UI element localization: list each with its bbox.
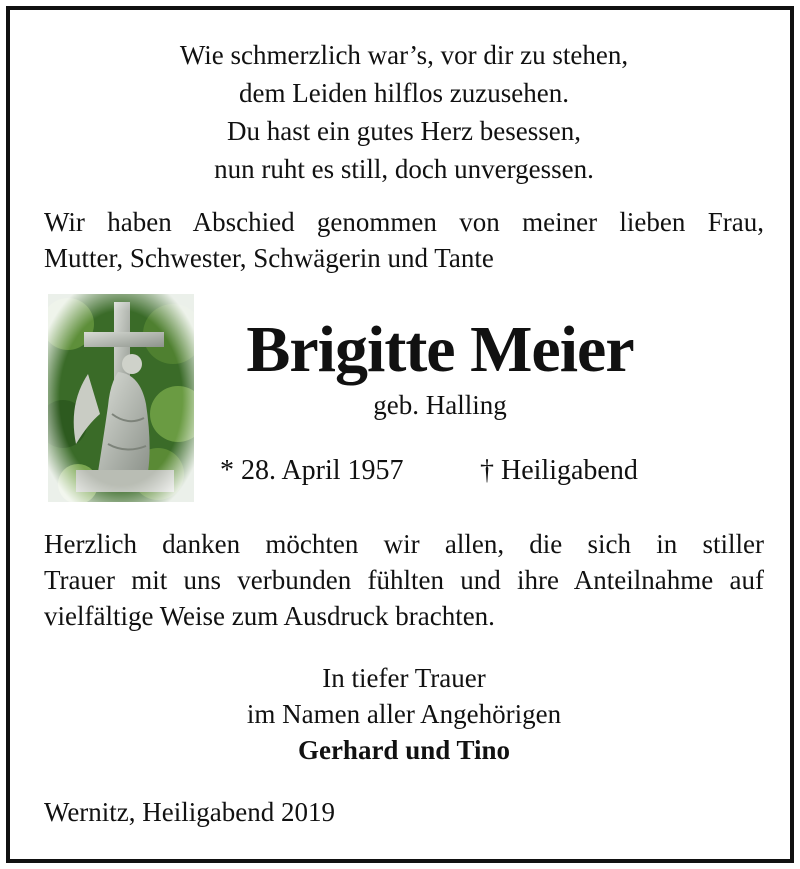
mourning-line: In tiefer Trauer: [322, 663, 486, 693]
death-date: † Heiligabend: [480, 455, 638, 486]
birth-date: * 28. April 1957: [220, 455, 404, 486]
thanks-paragraph: [44, 526, 764, 634]
farewell-intro: [44, 204, 764, 276]
thanks-line: Herzlich danken möchten wir allen, die sich in stiller: [44, 529, 764, 559]
memorial-poem: [10, 36, 798, 188]
obituary-frame: [6, 6, 794, 863]
poem-line: nun ruht es still, doch unvergessen.: [214, 154, 594, 184]
poem-line: dem Leiden hilflos zuzusehen.: [239, 78, 569, 108]
angel-with-cross-photo: [48, 294, 194, 502]
deceased-name: Brigitte Meier: [246, 313, 634, 386]
closing-block: [10, 660, 798, 768]
thanks-line: vielfältige Weise zum Ausdruck brachten.: [44, 601, 495, 631]
relatives-line: im Namen aller Angehörigen: [246, 699, 562, 729]
poem-line: Wie schmerzlich war’s, vor dir zu stehen,: [179, 40, 629, 70]
thanks-line: Trauer mit uns verbunden fühlten und ihre Anteilnahme auf: [44, 565, 764, 595]
angel-statue-image: [48, 294, 194, 502]
place-date: Wernitz, Heiligabend 2019: [44, 797, 335, 827]
intro-line: Wir haben Abschied genommen von meiner lieben Frau,: [44, 207, 764, 237]
intro-line: Mutter, Schwester, Schwägerin und Tante: [44, 243, 494, 273]
poem-line: Du hast ein gutes Herz besessen,: [227, 116, 581, 146]
maiden-name: geb. Halling: [373, 390, 507, 420]
signers: Gerhard und Tino: [297, 735, 511, 765]
